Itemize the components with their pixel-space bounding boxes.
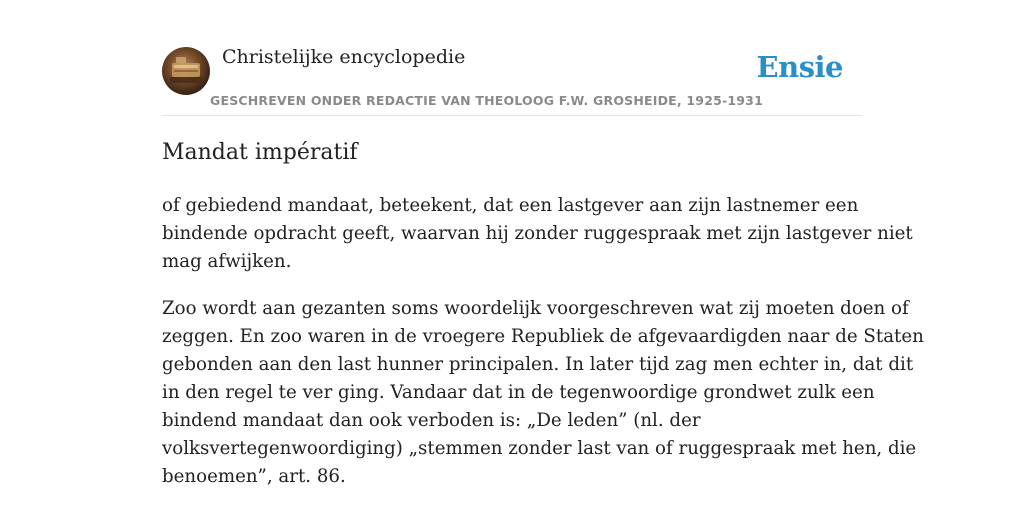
paragraph-line: benoemen”, art. 86. xyxy=(162,466,346,487)
paragraph-line: mag afwijken. xyxy=(162,251,292,272)
site-header xyxy=(162,0,862,116)
site-subtitle: GESCHREVEN ONDER REDACTIE VAN THEOLOOG F.W. GROSHEIDE, 1925-1931 xyxy=(210,93,763,108)
paragraph-line: in den regel te ver ging. Vandaar dat in de tegenwoordige grondwet zulk een xyxy=(162,382,875,403)
paragraph-line: zeggen. En zoo waren in de vroegere Republiek de afgevaardigden naar de Staten xyxy=(162,326,924,347)
article-title: Mandat impératif xyxy=(162,140,358,165)
brand-logo-link[interactable]: Ensie xyxy=(756,50,843,84)
page xyxy=(162,0,924,487)
paragraph-line: of gebiedend mandaat, beteekent, dat een lastgever aan zijn lastnemer een xyxy=(162,195,859,216)
paragraph-line: Zoo wordt aan gezanten soms woordelijk voorgeschreven wat zij moeten doen of xyxy=(162,298,909,319)
book-photo-icon[interactable] xyxy=(162,47,210,95)
site-title[interactable]: Christelijke encyclopedie xyxy=(222,46,466,68)
paragraph-line: bindende opdracht geeft, waarvan hij zonder ruggespraak met zijn lastgever niet xyxy=(162,223,913,244)
paragraph-line: volksvertegenwoordiging) „stemmen zonder last van of ruggespraak met hen, die xyxy=(162,438,917,459)
paragraph-line: gebonden aan den last hunner principalen. In later tijd zag men echter in, dat dit xyxy=(162,354,914,375)
article-paragraph xyxy=(162,192,913,276)
article-paragraph xyxy=(162,295,924,491)
paragraph-line: bindend mandaat dan ook verboden is: „De leden” (nl. der xyxy=(162,410,701,431)
